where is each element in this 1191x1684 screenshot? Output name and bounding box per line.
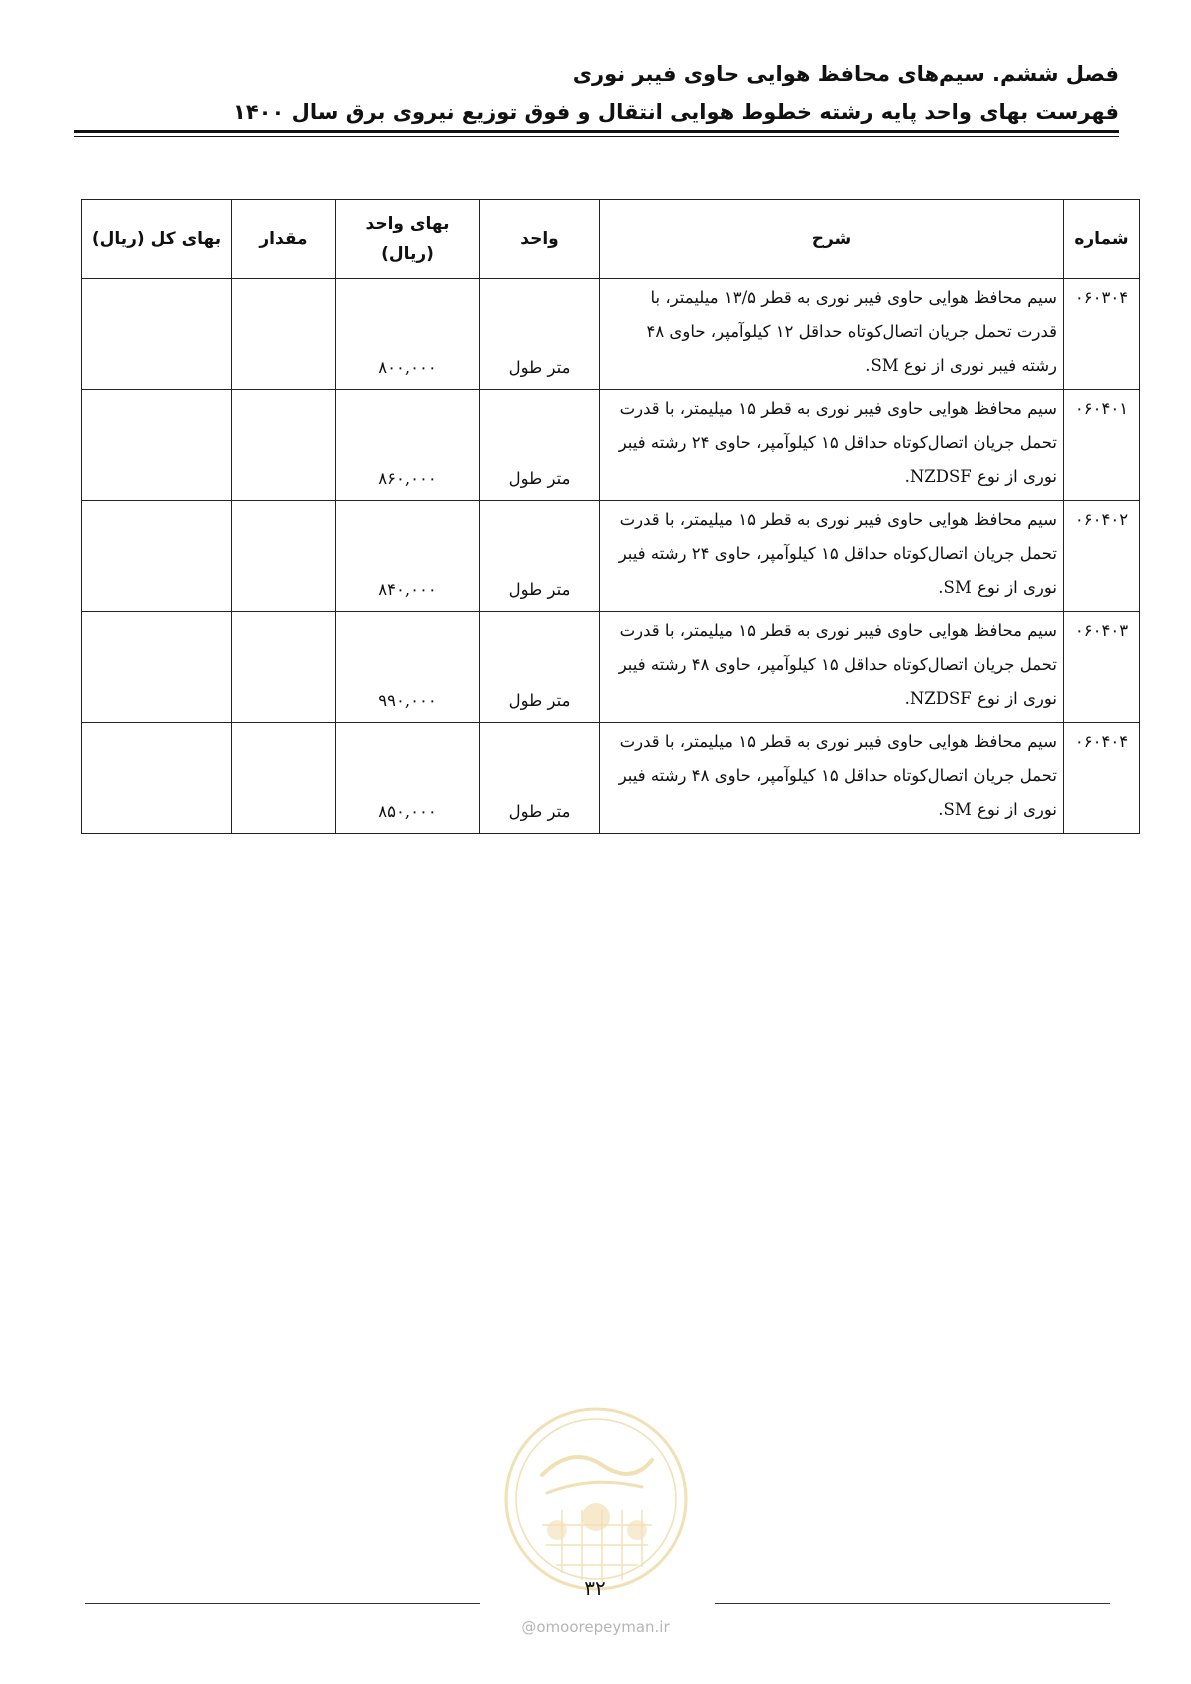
item-quantity — [232, 501, 336, 612]
item-total-price — [82, 390, 232, 501]
item-unit: متر طول — [480, 501, 600, 612]
item-description: سیم محافظ هوایی حاوی فیبر نوری به قطر ۱۵ میلیمتر، با قدرت تحمل جریان اتصال‌کوتاه حداقل ۱۵ کیلوآمپر، حاوی ۲۴ رشته فیبر نوری از نوع SM. — [600, 501, 1064, 612]
col-header-quantity: مقدار — [232, 200, 336, 279]
item-unit: متر طول — [480, 723, 600, 834]
item-code: ۰۶۰۴۰۳ — [1064, 612, 1140, 723]
page-number: ۳۲ — [584, 1576, 606, 1600]
table-row — [82, 612, 1140, 723]
item-quantity — [232, 279, 336, 390]
item-unit: متر طول — [480, 279, 600, 390]
item-total-price — [82, 279, 232, 390]
website-url: @omoorepeyman.ir — [521, 1618, 670, 1636]
item-description: سیم محافظ هوایی حاوی فیبر نوری به قطر ۱۵ میلیمتر، با قدرت تحمل جریان اتصال‌کوتاه حداقل ۱۵ کیلوآمپر، حاوی ۴۸ رشته فیبر نوری از نوع NZDSF. — [600, 612, 1064, 723]
header-rule-thick — [74, 130, 1119, 133]
col-header-total-price: بهای کل (ریال) — [82, 200, 232, 279]
chapter-title: فصل ششم. سیم‌های محافظ هوایی حاوی فیبر نوری — [572, 62, 1119, 86]
item-quantity — [232, 612, 336, 723]
item-code: ۰۶۰۴۰۱ — [1064, 390, 1140, 501]
item-total-price — [82, 723, 232, 834]
item-description: سیم محافظ هوایی حاوی فیبر نوری به قطر ۱۵ میلیمتر، با قدرت تحمل جریان اتصال‌کوتاه حداقل ۱۵ کیلوآمپر، حاوی ۴۸ رشته فیبر نوری از نوع SM. — [600, 723, 1064, 834]
item-unit: متر طول — [480, 390, 600, 501]
item-unit-price: ۸۴۰,۰۰۰ — [336, 501, 480, 612]
table-header-row — [82, 200, 1140, 279]
item-description: سیم محافظ هوایی حاوی فیبر نوری به قطر ۱۳/۵ میلیمتر، با قدرت تحمل جریان اتصال‌کوتاه حداقل ۱۲ کیلوآمپر، حاوی ۴۸ رشته فیبر نوری از نوع SM. — [600, 279, 1064, 390]
col-header-description: شرح — [600, 200, 1064, 279]
table-row — [82, 723, 1140, 834]
item-description: سیم محافظ هوایی حاوی فیبر نوری به قطر ۱۵ میلیمتر، با قدرت تحمل جریان اتصال‌کوتاه حداقل ۱۵ کیلوآمپر، حاوی ۲۴ رشته فیبر نوری از نوع NZDSF. — [600, 390, 1064, 501]
omoorepeyman-logo-icon — [502, 1405, 690, 1593]
col-header-unit: واحد — [480, 200, 600, 279]
footer-rule-right — [715, 1603, 1110, 1604]
item-unit-price: ۸۶۰,۰۰۰ — [336, 390, 480, 501]
item-unit: متر طول — [480, 612, 600, 723]
item-quantity — [232, 723, 336, 834]
col-header-unit-price-line2: (ریال) — [381, 244, 434, 264]
footer-rule-left — [85, 1603, 480, 1604]
price-table — [81, 199, 1140, 834]
item-unit-price: ۹۹۰,۰۰۰ — [336, 612, 480, 723]
item-code: ۰۶۰۴۰۴ — [1064, 723, 1140, 834]
table-row — [82, 390, 1140, 501]
item-unit-price: ۸۰۰,۰۰۰ — [336, 279, 480, 390]
item-unit-price: ۸۵۰,۰۰۰ — [336, 723, 480, 834]
book-title: فهرست بهای واحد پایه رشته خطوط هوایی انتقال و فوق توزیع نیروی برق سال ۱۴۰۰ — [233, 100, 1119, 124]
col-header-code: شماره — [1064, 200, 1140, 279]
col-header-unit-price — [336, 200, 480, 279]
item-quantity — [232, 390, 336, 501]
table-row — [82, 501, 1140, 612]
header-rule-thin — [74, 136, 1119, 137]
item-code: ۰۶۰۴۰۲ — [1064, 501, 1140, 612]
col-header-unit-price-line1: بهای واحد — [365, 214, 450, 234]
table-row — [82, 279, 1140, 390]
item-total-price — [82, 501, 232, 612]
item-code: ۰۶۰۳۰۴ — [1064, 279, 1140, 390]
item-total-price — [82, 612, 232, 723]
